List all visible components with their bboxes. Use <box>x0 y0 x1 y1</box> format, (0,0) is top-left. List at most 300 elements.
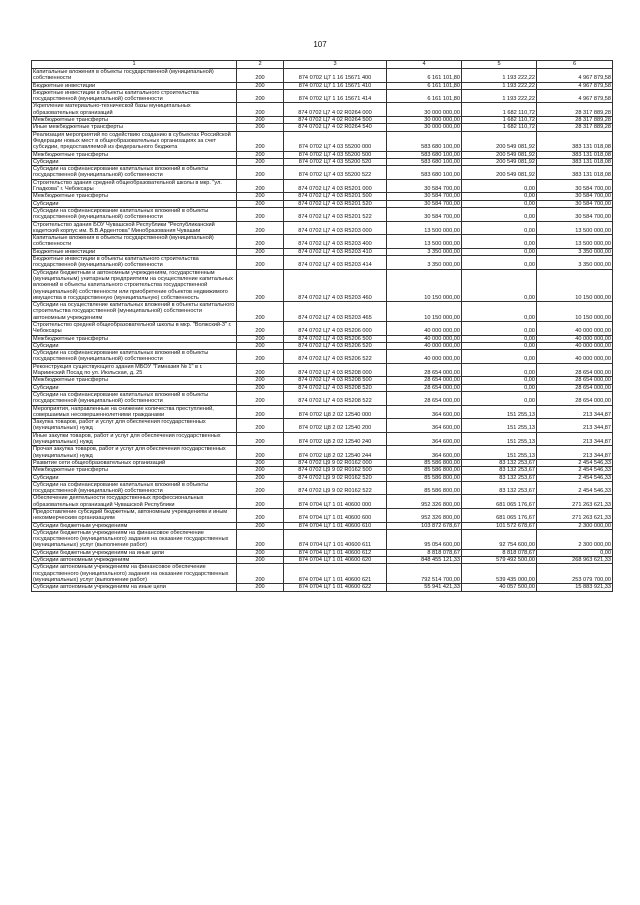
row-code-cell: 200 <box>237 248 284 255</box>
row-executed-amount-cell: 0,00 <box>462 377 537 384</box>
row-approved-amount-cell: 30 584 700,00 <box>387 207 462 221</box>
table-row <box>32 557 613 564</box>
table-row <box>32 221 613 235</box>
row-classification-code-cell: 874 0702 Ц7 4 02 R0264 540 <box>284 124 387 131</box>
row-unexecuted-amount-cell: 268 963 621,33 <box>537 557 613 564</box>
row-executed-amount-cell: 0,00 <box>462 193 537 200</box>
row-executed-amount-cell: 40 057 500,00 <box>462 584 537 591</box>
row-executed-amount-cell: 0,00 <box>462 269 537 301</box>
row-executed-amount-cell: 200 549 081,92 <box>462 131 537 151</box>
row-approved-amount-cell: 40 000 000,00 <box>387 342 462 349</box>
row-classification-code-cell: 874 0702 Ц7 4 03 R5206 000 <box>284 321 387 335</box>
row-code-cell: 200 <box>237 321 284 335</box>
row-code-cell: 200 <box>237 529 284 549</box>
row-name-cell: Субсидии <box>32 384 237 391</box>
row-name-cell: Субсидии бюджетным учреждениям на иные цели <box>32 549 237 556</box>
row-unexecuted-amount-cell: 271 263 621,33 <box>537 509 613 523</box>
row-classification-code-cell: 874 0704 Ц7 1 01 40600 621 <box>284 564 387 584</box>
row-code-cell: 200 <box>237 377 284 384</box>
table-row <box>32 335 613 342</box>
row-classification-code-cell: 874 0702 Ц8 2 02 12540 244 <box>284 446 387 460</box>
row-code-cell: 200 <box>237 384 284 391</box>
row-unexecuted-amount-cell: 40 000 000,00 <box>537 342 613 349</box>
row-executed-amount-cell: 539 435 000,00 <box>462 564 537 584</box>
row-approved-amount-cell: 583 680 100,00 <box>387 131 462 151</box>
row-code-cell: 200 <box>237 166 284 180</box>
table-row <box>32 321 613 335</box>
row-approved-amount-cell: 6 161 101,80 <box>387 82 462 89</box>
row-unexecuted-amount-cell: 2 454 546,33 <box>537 474 613 481</box>
row-classification-code-cell: 874 0702 Ц7 4 03 R5203 400 <box>284 235 387 249</box>
table-row <box>32 193 613 200</box>
row-unexecuted-amount-cell: 10 150 000,00 <box>537 302 613 322</box>
table-row <box>32 481 613 495</box>
table-row <box>32 103 613 117</box>
row-unexecuted-amount-cell: 383 131 018,08 <box>537 131 613 151</box>
table-row <box>32 377 613 384</box>
row-name-cell: Обеспечение деятельности государственных профессиональных образовательных организаций Чувашской Республики <box>32 495 237 509</box>
row-name-cell: Развитие сети общеобразовательных организаций <box>32 459 237 466</box>
row-approved-amount-cell: 28 654 000,00 <box>387 391 462 405</box>
row-unexecuted-amount-cell: 13 500 000,00 <box>537 221 613 235</box>
table-row <box>32 166 613 180</box>
row-unexecuted-amount-cell: 383 131 018,08 <box>537 151 613 158</box>
row-executed-amount-cell: 0,00 <box>462 256 537 270</box>
row-approved-amount-cell: 792 514 700,00 <box>387 564 462 584</box>
row-classification-code-cell: 874 0704 Ц7 1 01 40600 612 <box>284 549 387 556</box>
row-approved-amount-cell: 6 161 101,80 <box>387 69 462 83</box>
row-approved-amount-cell: 40 000 000,00 <box>387 321 462 335</box>
table-row <box>32 117 613 124</box>
row-classification-code-cell: 874 0702 Ц9 9 02 R0162 520 <box>284 474 387 481</box>
row-approved-amount-cell: 103 872 678,67 <box>387 522 462 529</box>
row-code-cell: 200 <box>237 200 284 207</box>
row-executed-amount-cell: 0,00 <box>462 321 537 335</box>
row-unexecuted-amount-cell: 2 454 546,33 <box>537 459 613 466</box>
row-unexecuted-amount-cell: 28 317 889,28 <box>537 117 613 124</box>
row-approved-amount-cell: 28 654 000,00 <box>387 377 462 384</box>
row-classification-code-cell: 874 0702 Ц7 4 03 55200 500 <box>284 151 387 158</box>
row-unexecuted-amount-cell: 0,00 <box>537 549 613 556</box>
row-approved-amount-cell: 3 350 000,00 <box>387 256 462 270</box>
row-executed-amount-cell: 200 549 081,92 <box>462 151 537 158</box>
row-approved-amount-cell: 364 600,00 <box>387 432 462 446</box>
row-code-cell: 200 <box>237 405 284 419</box>
row-name-cell: Межбюджетные трансферты <box>32 335 237 342</box>
row-unexecuted-amount-cell: 2 454 546,33 <box>537 467 613 474</box>
row-name-cell: Мероприятия, направленные на снижение количества преступлений, совершаемых несовершеннолетними гражданами <box>32 405 237 419</box>
row-unexecuted-amount-cell: 10 150 000,00 <box>537 269 613 301</box>
table-row <box>32 474 613 481</box>
row-unexecuted-amount-cell: 40 000 000,00 <box>537 335 613 342</box>
row-classification-code-cell: 874 0702 Ц7 4 03 R5208 520 <box>284 384 387 391</box>
row-name-cell: Субсидии <box>32 158 237 165</box>
row-unexecuted-amount-cell: 28 654 000,00 <box>537 384 613 391</box>
row-name-cell: Субсидии <box>32 200 237 207</box>
row-unexecuted-amount-cell: 30 584 700,00 <box>537 179 613 193</box>
row-executed-amount-cell: 200 549 081,92 <box>462 166 537 180</box>
row-classification-code-cell: 874 0702 Ц9 9 02 R0162 000 <box>284 459 387 466</box>
column-header-4: 4 <box>387 61 462 69</box>
row-classification-code-cell: 874 0702 Ц7 4 03 R5206 522 <box>284 350 387 364</box>
row-executed-amount-cell: 8 818 078,67 <box>462 549 537 556</box>
table-row <box>32 269 613 301</box>
row-executed-amount-cell: 1 193 222,22 <box>462 82 537 89</box>
row-approved-amount-cell: 10 150 000,00 <box>387 269 462 301</box>
row-executed-amount-cell: 151 255,13 <box>462 446 537 460</box>
row-code-cell: 200 <box>237 151 284 158</box>
row-unexecuted-amount-cell: 28 654 000,00 <box>537 377 613 384</box>
row-unexecuted-amount-cell: 28 654 000,00 <box>537 391 613 405</box>
row-unexecuted-amount-cell: 28 654 000,00 <box>537 363 613 377</box>
row-code-cell: 200 <box>237 89 284 103</box>
row-name-cell: Межбюджетные трансферты <box>32 151 237 158</box>
row-name-cell: Субсидии бюджетным учреждениям <box>32 522 237 529</box>
row-code-cell: 200 <box>237 419 284 433</box>
table-row <box>32 207 613 221</box>
row-name-cell: Субсидии на софинансирование капитальных вложений в объекты государственной (муниципальной) собственности <box>32 207 237 221</box>
row-name-cell: Строительство средней общеобразовательной школы в мкр. "Волжский-3" г. Чебоксары <box>32 321 237 335</box>
row-approved-amount-cell: 952 326 800,00 <box>387 495 462 509</box>
page-number: 107 <box>313 40 327 49</box>
row-code-cell: 200 <box>237 474 284 481</box>
row-executed-amount-cell: 0,00 <box>462 235 537 249</box>
row-code-cell: 200 <box>237 131 284 151</box>
row-classification-code-cell: 874 0702 Ц8 2 02 12540 000 <box>284 405 387 419</box>
row-unexecuted-amount-cell: 4 967 879,58 <box>537 89 613 103</box>
table-row <box>32 584 613 591</box>
row-executed-amount-cell: 579 492 500,00 <box>462 557 537 564</box>
row-approved-amount-cell: 30 000 000,00 <box>387 103 462 117</box>
row-executed-amount-cell: 200 549 081,92 <box>462 158 537 165</box>
row-name-cell: Субсидии бюджетным и автономным учреждениям, государственным (муниципальным) унитарным предприятиям на осуществление капитальных вложений в объекты капитального строительства государственной (муниципальной) собственности или приобретение объектов недвижимого имущества в государственную (муниципальную) собственность <box>32 269 237 301</box>
column-header-3: 3 <box>284 61 387 69</box>
row-executed-amount-cell: 681 065 176,67 <box>462 495 537 509</box>
table-row <box>32 549 613 556</box>
row-approved-amount-cell: 85 586 800,00 <box>387 459 462 466</box>
row-code-cell: 200 <box>237 495 284 509</box>
row-executed-amount-cell: 0,00 <box>462 207 537 221</box>
row-classification-code-cell: 874 0702 Ц8 2 02 12540 240 <box>284 432 387 446</box>
row-unexecuted-amount-cell: 2 300 000,00 <box>537 529 613 549</box>
row-unexecuted-amount-cell: 213 344,87 <box>537 405 613 419</box>
row-classification-code-cell: 874 0702 Ц7 4 03 R5201 000 <box>284 179 387 193</box>
row-code-cell: 200 <box>237 549 284 556</box>
row-approved-amount-cell: 40 000 000,00 <box>387 335 462 342</box>
row-code-cell: 200 <box>237 193 284 200</box>
row-executed-amount-cell: 0,00 <box>462 342 537 349</box>
row-executed-amount-cell: 1 193 222,22 <box>462 89 537 103</box>
row-name-cell: Бюджетные инвестиции <box>32 82 237 89</box>
row-executed-amount-cell: 0,00 <box>462 384 537 391</box>
table-row <box>32 89 613 103</box>
row-approved-amount-cell: 6 161 101,80 <box>387 89 462 103</box>
row-approved-amount-cell: 13 500 000,00 <box>387 235 462 249</box>
row-classification-code-cell: 874 0702 Ц7 4 03 55200 520 <box>284 158 387 165</box>
table-row <box>32 391 613 405</box>
row-name-cell: Субсидии на осуществление капитальных вложений в объекты капитального строительства государственной (муниципальной) собственности автономным учреждениям <box>32 302 237 322</box>
table-row <box>32 446 613 460</box>
row-approved-amount-cell: 952 326 800,00 <box>387 509 462 523</box>
row-code-cell: 200 <box>237 302 284 322</box>
table-row <box>32 564 613 584</box>
row-executed-amount-cell: 1 682 110,72 <box>462 124 537 131</box>
row-code-cell: 200 <box>237 459 284 466</box>
row-classification-code-cell: 874 0702 Ц7 4 03 R5208 000 <box>284 363 387 377</box>
row-name-cell: Субсидии <box>32 342 237 349</box>
row-executed-amount-cell: 83 132 253,67 <box>462 481 537 495</box>
row-approved-amount-cell: 364 600,00 <box>387 419 462 433</box>
row-name-cell: Межбюджетные трансферты <box>32 377 237 384</box>
table-row <box>32 302 613 322</box>
row-approved-amount-cell: 28 654 000,00 <box>387 384 462 391</box>
row-name-cell: Субсидии автономным учреждениям на финансовое обеспечение государственного (муниципального) задания на оказание государственных (муниципальных) услуг (выполнение работ) <box>32 564 237 584</box>
row-code-cell: 200 <box>237 335 284 342</box>
row-executed-amount-cell: 83 132 253,67 <box>462 467 537 474</box>
row-executed-amount-cell: 1 682 110,72 <box>462 103 537 117</box>
row-approved-amount-cell: 30 000 000,00 <box>387 117 462 124</box>
row-classification-code-cell: 874 0702 Ц9 9 02 R0162 500 <box>284 467 387 474</box>
row-executed-amount-cell: 83 132 253,67 <box>462 474 537 481</box>
row-name-cell: Субсидии на софинансирование капитальных вложений в объекты государственной (муниципальной) собственности <box>32 166 237 180</box>
row-unexecuted-amount-cell: 3 350 000,00 <box>537 248 613 255</box>
row-approved-amount-cell: 55 941 421,33 <box>387 584 462 591</box>
row-approved-amount-cell: 85 586 800,00 <box>387 481 462 495</box>
row-name-cell: Межбюджетные трансферты <box>32 193 237 200</box>
row-code-cell: 200 <box>237 269 284 301</box>
row-code-cell: 200 <box>237 391 284 405</box>
row-approved-amount-cell: 10 150 000,00 <box>387 302 462 322</box>
row-code-cell: 200 <box>237 69 284 83</box>
row-approved-amount-cell: 3 350 000,00 <box>387 248 462 255</box>
table-row <box>32 151 613 158</box>
row-executed-amount-cell: 151 255,13 <box>462 405 537 419</box>
row-classification-code-cell: 874 0702 Ц7 4 03 R5208 522 <box>284 391 387 405</box>
row-unexecuted-amount-cell: 30 584 700,00 <box>537 207 613 221</box>
row-unexecuted-amount-cell: 213 344,87 <box>537 446 613 460</box>
row-executed-amount-cell: 0,00 <box>462 335 537 342</box>
table-row <box>32 405 613 419</box>
row-executed-amount-cell: 151 255,13 <box>462 432 537 446</box>
row-executed-amount-cell: 1 193 222,22 <box>462 69 537 83</box>
row-approved-amount-cell: 848 455 121,33 <box>387 557 462 564</box>
row-classification-code-cell: 874 0702 Ц7 4 03 R5201 520 <box>284 200 387 207</box>
row-unexecuted-amount-cell: 15 883 921,33 <box>537 584 613 591</box>
row-unexecuted-amount-cell: 13 500 000,00 <box>537 235 613 249</box>
row-classification-code-cell: 874 0702 Ц7 4 03 R5206 520 <box>284 342 387 349</box>
row-code-cell: 200 <box>237 446 284 460</box>
row-name-cell: Реализация мероприятий по содействию созданию в субъектах Российской Федерации новых мест в общеобразовательных организациях за счет субсидии, предоставляемой из федерального бюджета <box>32 131 237 151</box>
table-row <box>32 529 613 549</box>
row-approved-amount-cell: 40 000 000,00 <box>387 350 462 364</box>
row-name-cell: Субсидии <box>32 474 237 481</box>
table-row <box>32 179 613 193</box>
table-row <box>32 363 613 377</box>
column-header-1: 1 <box>32 61 237 69</box>
row-unexecuted-amount-cell: 2 300 000,00 <box>537 522 613 529</box>
budget-execution-table <box>31 60 613 592</box>
table-row <box>32 459 613 466</box>
row-unexecuted-amount-cell: 383 131 018,08 <box>537 166 613 180</box>
row-code-cell: 200 <box>237 584 284 591</box>
table-row <box>32 256 613 270</box>
row-classification-code-cell: 874 0702 Ц7 4 03 R5203 465 <box>284 302 387 322</box>
row-executed-amount-cell: 101 572 678,67 <box>462 522 537 529</box>
row-classification-code-cell: 874 0702 Ц7 4 03 R5201 500 <box>284 193 387 200</box>
row-classification-code-cell: 874 0702 Ц7 4 03 R5203 410 <box>284 248 387 255</box>
column-header-2: 2 <box>237 61 284 69</box>
row-unexecuted-amount-cell: 30 584 700,00 <box>537 200 613 207</box>
row-code-cell: 200 <box>237 103 284 117</box>
row-name-cell: Капитальные вложения в объекты государственной (муниципальной) собственности <box>32 69 237 83</box>
row-classification-code-cell: 874 0702 Ц7 1 16 15671 414 <box>284 89 387 103</box>
row-approved-amount-cell: 13 500 000,00 <box>387 221 462 235</box>
row-executed-amount-cell: 0,00 <box>462 179 537 193</box>
row-classification-code-cell: 874 0702 Ц7 4 03 R5201 522 <box>284 207 387 221</box>
row-approved-amount-cell: 583 680 100,00 <box>387 166 462 180</box>
row-code-cell: 200 <box>237 256 284 270</box>
row-code-cell: 200 <box>237 235 284 249</box>
row-classification-code-cell: 874 0702 Ц7 4 03 R5203 000 <box>284 221 387 235</box>
table-row <box>32 350 613 364</box>
row-executed-amount-cell: 0,00 <box>462 350 537 364</box>
row-name-cell: Капитальные вложения в объекты государственной (муниципальной) собственности <box>32 235 237 249</box>
row-approved-amount-cell: 95 054 600,00 <box>387 529 462 549</box>
row-name-cell: Бюджетные инвестиции в объекты капитального строительства государственной (муниципальной) собственности <box>32 256 237 270</box>
row-code-cell: 200 <box>237 509 284 523</box>
row-unexecuted-amount-cell: 28 317 889,28 <box>537 103 613 117</box>
row-classification-code-cell: 874 0704 Ц7 1 01 40600 620 <box>284 557 387 564</box>
row-code-cell: 200 <box>237 481 284 495</box>
row-name-cell: Иные закупки товаров, работ и услуг для обеспечения государственных (муниципальных) нужд <box>32 432 237 446</box>
row-code-cell: 200 <box>237 124 284 131</box>
table-row <box>32 495 613 509</box>
row-name-cell: Межбюджетные трансферты <box>32 117 237 124</box>
row-unexecuted-amount-cell: 40 000 000,00 <box>537 350 613 364</box>
row-approved-amount-cell: 30 584 700,00 <box>387 200 462 207</box>
row-approved-amount-cell: 583 680 100,00 <box>387 158 462 165</box>
table-row <box>32 200 613 207</box>
row-code-cell: 200 <box>237 342 284 349</box>
row-code-cell: 200 <box>237 557 284 564</box>
row-unexecuted-amount-cell: 4 967 879,58 <box>537 69 613 83</box>
row-classification-code-cell: 874 0702 Ц7 1 16 15671 400 <box>284 69 387 83</box>
row-executed-amount-cell: 83 132 253,67 <box>462 459 537 466</box>
row-executed-amount-cell: 0,00 <box>462 363 537 377</box>
table-row <box>32 158 613 165</box>
table-row <box>32 384 613 391</box>
table-row <box>32 235 613 249</box>
table-row <box>32 467 613 474</box>
row-executed-amount-cell: 0,00 <box>462 248 537 255</box>
row-classification-code-cell: 874 0702 Ц9 9 02 R0162 522 <box>284 481 387 495</box>
row-code-cell: 200 <box>237 522 284 529</box>
row-approved-amount-cell: 8 818 078,67 <box>387 549 462 556</box>
row-unexecuted-amount-cell: 271 263 621,33 <box>537 495 613 509</box>
row-executed-amount-cell: 0,00 <box>462 302 537 322</box>
column-header-6: 6 <box>537 61 613 69</box>
row-approved-amount-cell: 583 680 100,00 <box>387 151 462 158</box>
row-classification-code-cell: 874 0704 Ц7 1 01 40600 610 <box>284 522 387 529</box>
row-classification-code-cell: 874 0702 Ц7 4 03 R5203 460 <box>284 269 387 301</box>
row-name-cell: Прочая закупка товаров, работ и услуг для обеспечения государственных (муниципальных) нужд <box>32 446 237 460</box>
row-code-cell: 200 <box>237 221 284 235</box>
row-name-cell: Субсидии на софинансирование капитальных вложений в объекты государственной (муниципальной) собственности <box>32 391 237 405</box>
row-approved-amount-cell: 364 600,00 <box>387 446 462 460</box>
row-name-cell: Реконструкция существующего здания МБОУ "Гимназия № 1" в г. Мариинский Посад по ул. Июльская, д. 25 <box>32 363 237 377</box>
row-approved-amount-cell: 28 654 000,00 <box>387 363 462 377</box>
row-unexecuted-amount-cell: 213 344,87 <box>537 432 613 446</box>
row-classification-code-cell: 874 0704 Ц7 1 01 40600 622 <box>284 584 387 591</box>
row-code-cell: 200 <box>237 158 284 165</box>
row-approved-amount-cell: 30 584 700,00 <box>387 193 462 200</box>
row-executed-amount-cell: 92 754 600,00 <box>462 529 537 549</box>
row-name-cell: Субсидии бюджетным учреждениям на финансовое обеспечение государственного (муниципального) задания на оказание государственных (муниципальных) услуг (выполнение работ) <box>32 529 237 549</box>
row-name-cell: Субсидии на софинансирование капитальных вложений в объекты государственной (муниципальной) собственности <box>32 481 237 495</box>
row-code-cell: 200 <box>237 363 284 377</box>
row-code-cell: 200 <box>237 117 284 124</box>
row-name-cell: Субсидии на софинансирование капитальных вложений в объекты государственной (муниципальной) собственности <box>32 350 237 364</box>
row-classification-code-cell: 874 0704 Ц7 1 01 40600 600 <box>284 509 387 523</box>
row-classification-code-cell: 874 0702 Ц8 2 02 12540 200 <box>284 419 387 433</box>
table-row <box>32 509 613 523</box>
row-executed-amount-cell: 0,00 <box>462 200 537 207</box>
table-row <box>32 131 613 151</box>
table-row <box>32 432 613 446</box>
row-unexecuted-amount-cell: 3 350 000,00 <box>537 256 613 270</box>
row-name-cell: Строительство здания средней общеобразовательной школы в мкр. "ул. Гладкова" г. Чебоксары <box>32 179 237 193</box>
row-unexecuted-amount-cell: 30 584 700,00 <box>537 193 613 200</box>
row-code-cell: 200 <box>237 432 284 446</box>
row-code-cell: 200 <box>237 82 284 89</box>
row-code-cell: 200 <box>237 179 284 193</box>
table-row <box>32 419 613 433</box>
row-unexecuted-amount-cell: 2 454 546,33 <box>537 481 613 495</box>
row-code-cell: 200 <box>237 207 284 221</box>
row-unexecuted-amount-cell: 383 131 018,08 <box>537 158 613 165</box>
row-classification-code-cell: 874 0702 Ц7 4 03 R5203 414 <box>284 256 387 270</box>
row-classification-code-cell: 874 0702 Ц7 4 03 R5208 500 <box>284 377 387 384</box>
row-name-cell: Субсидии автономным учреждениям на иные цели <box>32 584 237 591</box>
row-unexecuted-amount-cell: 253 079 700,00 <box>537 564 613 584</box>
row-classification-code-cell: 874 0702 Ц7 4 03 55200 522 <box>284 166 387 180</box>
row-name-cell: Предоставление субсидий бюджетным, автономным учреждениям и иным некоммерческим организациям <box>32 509 237 523</box>
row-classification-code-cell: 874 0702 Ц7 4 03 R5206 500 <box>284 335 387 342</box>
row-executed-amount-cell: 0,00 <box>462 221 537 235</box>
row-approved-amount-cell: 85 586 800,00 <box>387 474 462 481</box>
table-row <box>32 248 613 255</box>
row-classification-code-cell: 874 0704 Ц7 1 01 40600 000 <box>284 495 387 509</box>
row-executed-amount-cell: 681 065 176,67 <box>462 509 537 523</box>
row-classification-code-cell: 874 0702 Ц7 4 02 R0264 500 <box>284 117 387 124</box>
row-executed-amount-cell: 0,00 <box>462 391 537 405</box>
table-row <box>32 342 613 349</box>
row-approved-amount-cell: 30 584 700,00 <box>387 179 462 193</box>
row-code-cell: 200 <box>237 467 284 474</box>
row-unexecuted-amount-cell: 28 317 889,28 <box>537 124 613 131</box>
row-name-cell: Межбюджетные трансферты <box>32 467 237 474</box>
row-code-cell: 200 <box>237 564 284 584</box>
table-row <box>32 82 613 89</box>
table-header-row <box>32 61 613 69</box>
table-row <box>32 69 613 83</box>
row-code-cell: 200 <box>237 350 284 364</box>
row-approved-amount-cell: 30 000 000,00 <box>387 124 462 131</box>
row-name-cell: Укрепление материально-технической базы муниципальных образовательных организаций <box>32 103 237 117</box>
row-classification-code-cell: 874 0702 Ц7 4 02 R0264 000 <box>284 103 387 117</box>
row-executed-amount-cell: 1 682 110,72 <box>462 117 537 124</box>
row-classification-code-cell: 874 0702 Ц7 4 03 55200 000 <box>284 131 387 151</box>
